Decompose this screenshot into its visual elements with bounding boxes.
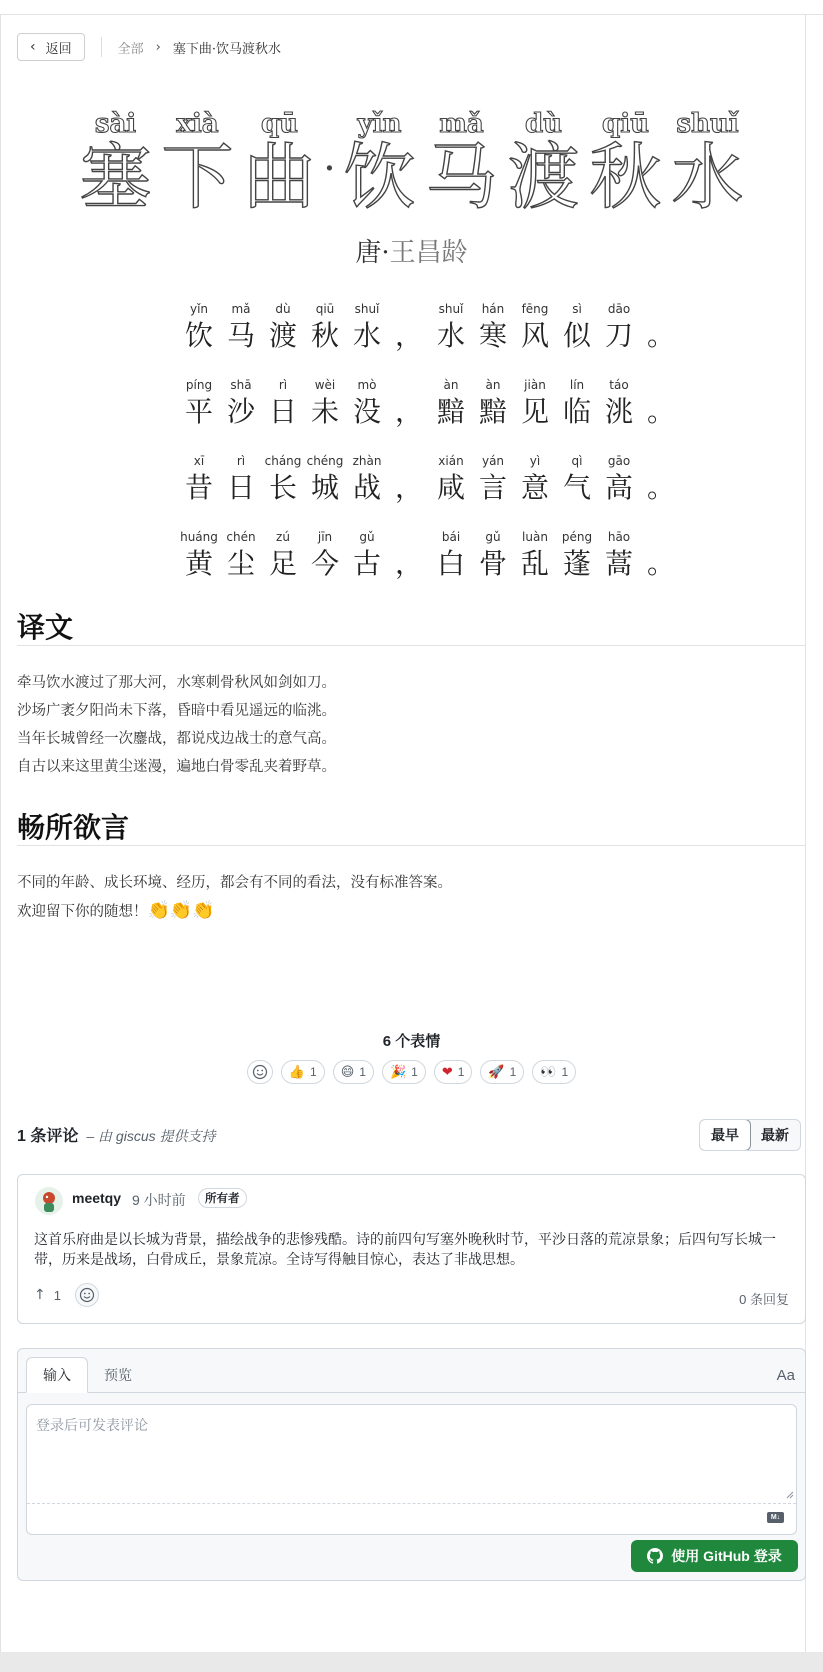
translation-heading: 译文 [17,611,74,644]
poem-char [556,452,598,528]
reactions-bar [0,1060,823,1084]
reactions-title: 6 个表情 [382,1033,441,1050]
author-dynasty: 唐 [355,238,382,268]
comment-input[interactable] [26,1404,797,1535]
arrow-up-icon: ↑ [34,1287,46,1303]
poem-hanzi: 饮 [184,319,213,352]
translation-line: 自古以来这里黄尘迷漫，遍地白骨零乱夹着野草。 [17,759,336,775]
poem-char [430,300,472,376]
poem-hanzi: 未 [310,395,339,428]
rocket-icon: 🚀 [488,1064,505,1080]
sort-toggle [699,1119,801,1151]
title-char [239,110,321,228]
title-hanzi: 马 [425,135,498,219]
poem-char [514,452,556,528]
poem-char [388,300,430,376]
poem-pinyin: dù [275,302,291,316]
poem-hanzi: 日 [268,395,297,428]
poem-char [220,528,262,604]
poem-pinyin: fēng [521,302,549,316]
back-button-label: 返回 [45,41,72,57]
poem-hanzi: 临 [562,395,591,428]
poem-char [262,452,304,528]
poem-pinyin: péng [561,530,593,544]
title-hanzi: 曲 [243,135,316,219]
reaction-count: 1 [310,1065,317,1079]
comment-time[interactable]: 9 小时前 [132,1192,186,1208]
avatar-image [35,1187,63,1215]
title-pinyin: xià [176,109,219,139]
heart-icon: ❤ [441,1064,453,1080]
poem-char [262,376,304,452]
poem-char [472,452,514,528]
poem-char [262,300,304,376]
poem-hanzi: 高 [604,471,633,504]
poem-hanzi: 气 [562,471,591,504]
poem-hanzi: 乱 [520,547,549,580]
poem-pinyin: chéng [306,454,344,468]
poem-char [178,452,220,528]
title-char [421,110,503,228]
poem-hanzi: 。 [646,547,675,580]
tab-preview[interactable]: 预览 [104,1367,132,1383]
poem-pinyin: xī [193,454,205,468]
poem-line [178,452,682,528]
chevron-right-icon: › [155,39,161,55]
poem-char [472,528,514,604]
discussion-line-text: 欢迎留下你的随想！ [17,904,148,920]
poem-hanzi: 咸 [436,471,465,504]
poem-hanzi: 平 [184,395,213,428]
poem-pinyin: wèi [314,378,336,392]
poem-char [220,376,262,452]
upvote-button[interactable] [34,1287,61,1303]
poem-hanzi: 风 [520,319,549,352]
poem-char [220,452,262,528]
title-char [503,110,585,228]
poem-hanzi: 洮 [604,395,633,428]
comment-body: 这首乐府曲是以长城为背景，描绘战争的悲惨残酷。诗的前四句写塞外晚秋时节，平沙日落的荒凉景象；后四句写长城一带，历来是战场，白骨成丘，景象荒凉。全诗写得触目惊心，表达了非战思想。 [34,1231,776,1267]
title-hanzi: 饮 [343,135,416,219]
poem-hanzi: 意 [520,471,549,504]
avatar[interactable] [35,1187,63,1215]
reaction-eyes-button[interactable] [532,1060,576,1084]
reaction-laugh-button[interactable] [333,1060,374,1084]
poem-hanzi: 。 [646,319,675,352]
github-login-label: 使用 GitHub 登录 [671,1548,782,1564]
github-icon [647,1548,663,1564]
title-char [75,110,157,228]
editor-tabs [26,1357,148,1393]
title-char [667,110,749,228]
title-char [585,110,667,228]
poem-hanzi: 寒 [478,319,507,352]
laugh-icon: 😄 [340,1064,355,1080]
poem-char [598,528,640,604]
poem-pinyin: jiàn [524,378,546,392]
poem-hanzi: 蓬 [562,547,591,580]
poem-char [304,376,346,452]
poem-char [388,452,430,528]
add-reaction-button[interactable] [247,1060,273,1084]
title-hanzi: 下 [161,135,234,219]
poem-pinyin: yì [529,454,541,468]
poem-char [304,300,346,376]
poem-line [178,528,682,604]
poem-pinyin: qì [571,454,583,468]
eyes-icon: 👀 [540,1064,557,1080]
poem-hanzi: ， [394,395,423,428]
poem-hanzi: 渡 [268,319,297,352]
resize-handle-icon[interactable] [786,1491,794,1499]
title-hanzi: 渡 [507,135,580,219]
poem-char [346,452,388,528]
poem-pinyin: mǎ [231,302,251,316]
poem-title [0,110,823,228]
reaction-count: 1 [457,1065,465,1079]
sort-oldest-button[interactable]: 最早 [699,1119,751,1151]
reaction-thumbs-up-button[interactable] [281,1060,325,1084]
discussion-rule [17,845,806,846]
poem-pinyin: qiū [315,302,335,316]
poem-pinyin: hāo [607,530,631,544]
poem-pinyin: àn [443,378,459,392]
poem-pinyin: rì [278,378,288,392]
poem-char [598,376,640,452]
poem-hanzi: 。 [646,471,675,504]
comment-placeholder: 登录后可发表评论 [36,1417,148,1433]
poem-char [304,528,346,604]
bottom-scroll-area [0,1652,823,1672]
poem-hanzi: 蒿 [604,547,633,580]
poem-hanzi: 刀 [604,319,633,352]
poem-char [556,376,598,452]
input-divider [27,1503,796,1504]
poem-char [472,300,514,376]
poem-hanzi: 骨 [478,547,507,580]
poem-pinyin: luàn [522,530,548,544]
poem-pinyin: rì [236,454,246,468]
breadcrumb-current: 塞下曲·饮马渡秋水 [172,41,281,57]
clapping-hands-icon: 👏👏👏 [147,900,215,921]
discussion-heading: 畅所欲言 [17,811,130,844]
discussion-text [17,869,452,926]
poem-pinyin: yán [481,454,505,468]
poem-hanzi: 昔 [184,471,213,504]
tabs-rule [18,1392,805,1393]
translation-text [17,669,336,781]
poem-pinyin: xián [438,454,464,468]
comment-count: 1 条评论 [17,1128,79,1145]
title-char [339,110,421,228]
poem-char [178,528,220,604]
poem-pinyin: táo [609,378,629,392]
poem-char [304,452,346,528]
poem-hanzi: 战 [352,471,381,504]
poem-char [346,376,388,452]
reply-count: 0 条回复 [739,1292,789,1307]
reaction-count: 1 [359,1065,366,1079]
title-pinyin: qiū [602,109,649,139]
poem-hanzi: 见 [520,395,549,428]
poem-pinyin: cháng [264,454,302,468]
back-button[interactable] [17,33,85,61]
poem-pinyin: chén [226,530,256,544]
poem-pinyin: shuǐ [438,302,464,316]
poem-char [430,452,472,528]
poem-char [514,376,556,452]
poem-char [472,376,514,452]
poem-body [178,300,682,604]
thumbs-up-icon: 👍 [288,1064,306,1080]
translation-rule [17,645,806,646]
poem-hanzi: 日 [226,471,255,504]
poem-pinyin: gāo [607,454,631,468]
poem-pinyin: zú [276,530,290,544]
github-login-button[interactable] [631,1540,798,1572]
comment-author[interactable]: meetqy [72,1190,122,1206]
title-pinyin: sài [94,109,137,139]
poem-hanzi: 没 [352,395,381,428]
smiley-icon [79,1287,95,1303]
title-separator: · [323,146,336,192]
title-pinyin: dù [524,109,563,139]
poem-char [388,528,430,604]
translation-line: 牵马饮水渡过了那大河，水寒刺骨秋风如剑如刀。 [17,675,336,691]
comment-editor [17,1348,806,1581]
comment-add-reaction-button[interactable] [75,1283,99,1307]
poem-char [430,376,472,452]
poem-char [514,528,556,604]
poem-char [640,528,682,604]
reaction-rocket-button[interactable] [480,1060,524,1084]
poem-pinyin: sì [572,302,582,316]
title-hanzi: 秋 [589,135,662,219]
poem-char [430,528,472,604]
poem-hanzi: 言 [478,471,507,504]
poem-pinyin: bái [441,530,461,544]
poem-hanzi: 黯 [478,395,507,428]
poem-pinyin: shuǐ [354,302,380,316]
poem-hanzi: ， [394,319,423,352]
poem-char [640,452,682,528]
title-hanzi: 水 [671,135,744,219]
title-hanzi: 塞 [79,135,152,219]
discussion-line: 不同的年龄、成长环境、经历，都会有不同的看法，没有标准答案。 [17,875,452,891]
sort-newest-button[interactable]: 最新 [761,1127,789,1143]
poem-pinyin: dāo [607,302,631,316]
upvote-count: 1 [53,1287,61,1303]
poem-line [178,376,682,452]
poem-hanzi: 城 [310,471,339,504]
poem-pinyin: huáng [180,530,218,544]
poem-char [388,376,430,452]
author-separator: · [381,238,390,268]
poem-hanzi: 尘 [226,547,255,580]
poem-hanzi: 水 [436,319,465,352]
poem-hanzi: 黯 [436,395,465,428]
poem-pinyin: zhàn [352,454,382,468]
title-pinyin: shuǐ [676,109,739,139]
powered-by: – 由 giscus 提供支持 [86,1128,216,1144]
poem-pinyin: hán [481,302,505,316]
poem-char [220,300,262,376]
owner-badge: 所有者 [198,1188,247,1208]
title-pinyin: mǎ [439,109,484,139]
poem-hanzi: 足 [268,547,297,580]
breadcrumb-all-link[interactable]: 全部 [117,41,144,57]
smiley-icon [252,1064,268,1080]
poem-pinyin: yǐn [189,302,209,316]
poem-char [556,300,598,376]
title-pinyin: yǐn [357,109,402,139]
poem-hanzi: 沙 [226,395,255,428]
comment-card [17,1174,806,1324]
poem-char [178,376,220,452]
poem-char [346,528,388,604]
poem-char [346,300,388,376]
poem-char [598,452,640,528]
poem-char [640,300,682,376]
poem-pinyin: gǔ [485,530,501,544]
discussion-line [17,897,452,926]
poem-hanzi: 黄 [184,547,213,580]
title-char [157,110,239,228]
translation-line: 当年长城曾经一次鏖战，都说戍边战士的意气高。 [17,731,336,747]
poem-hanzi: 长 [268,471,297,504]
reaction-count: 1 [561,1065,569,1079]
poem-pinyin: gǔ [359,530,375,544]
poem-line [178,300,682,376]
poem-hanzi: 白 [436,547,465,580]
tab-write[interactable]: 输入 [26,1357,88,1393]
comments-header [17,1123,216,1146]
poem-pinyin: àn [485,378,501,392]
poem-hanzi: ， [394,471,423,504]
poem-hanzi: 马 [226,319,255,352]
poem-author [0,232,823,269]
poem-pinyin: mò [357,378,377,392]
reaction-hooray-button[interactable] [382,1060,426,1084]
reaction-heart-button[interactable] [434,1060,473,1084]
poem-hanzi: 秋 [310,319,339,352]
poem-hanzi: 今 [310,547,339,580]
hooray-icon: 🎉 [389,1064,407,1080]
poem-char [556,528,598,604]
poem-hanzi: 古 [352,547,381,580]
poem-pinyin: lín [569,378,585,392]
poem-hanzi: 似 [562,319,591,352]
markdown-icon: M↓ [767,1512,784,1523]
poem-hanzi: 。 [646,395,675,428]
text-format-button[interactable]: Aa [776,1367,795,1384]
chevron-left-icon: ‹ [30,39,36,55]
reaction-count: 1 [509,1065,517,1079]
poem-pinyin: shā [230,378,252,392]
poem-pinyin: jīn [317,530,333,544]
poem-char [640,376,682,452]
poem-char [598,300,640,376]
poem-char [262,528,304,604]
reaction-count: 1 [411,1065,418,1079]
breadcrumb-divider [101,37,102,57]
poem-hanzi: ， [394,547,423,580]
poem-hanzi: 水 [352,319,381,352]
poem-char [514,300,556,376]
breadcrumb [17,32,281,62]
poem-char [178,300,220,376]
title-pinyin: qū [260,109,299,139]
author-name: 王昌龄 [389,238,468,268]
poem-pinyin: píng [185,378,213,392]
translation-line: 沙场广袤夕阳尚未下落，昏暗中看见遥远的临洮。 [17,703,336,719]
